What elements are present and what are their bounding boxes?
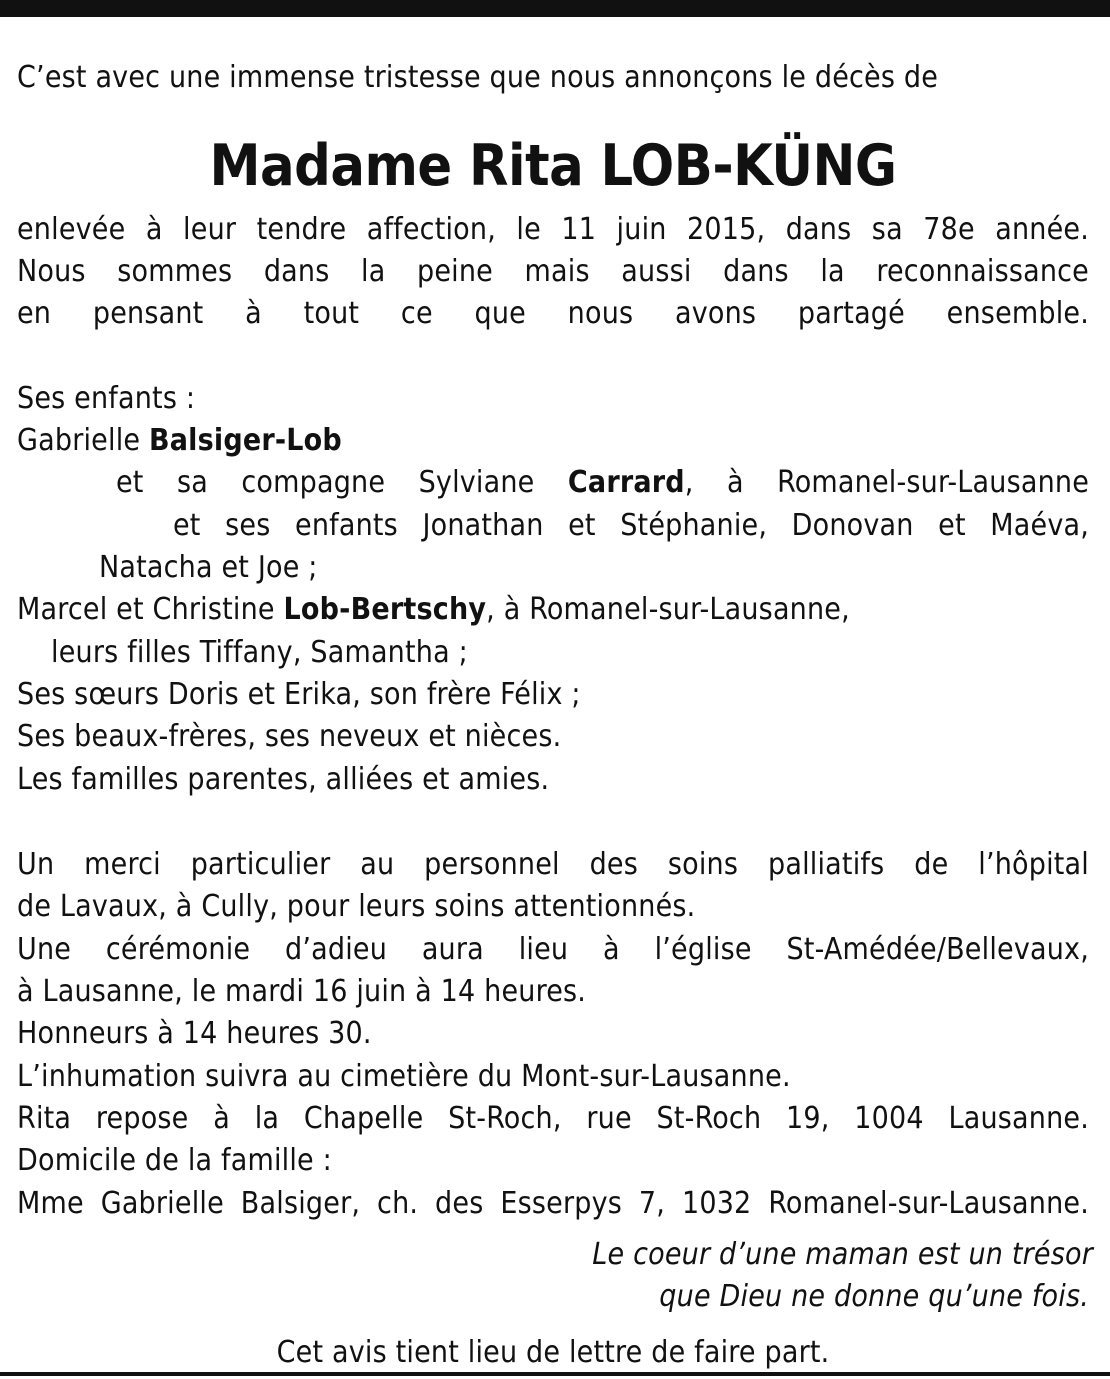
quote-line-1: Le coeur d’une maman est un trésor (592, 1237, 1093, 1272)
child-1-surname: Balsiger-Lob (148, 423, 342, 458)
deceased-name: Madame Rita LOB-KÜNG (209, 133, 897, 199)
closing-line-1: Un merci particulier au personnel des soins palliatifs de l’hôpital (17, 847, 1089, 882)
opening-line-1: enlevée à leur tendre affection, le 11 juin 2015, dans sa 78e année. (17, 212, 1089, 247)
partner-line (116, 462, 1089, 504)
opening-line-2: Nous sommes dans la peine mais aussi dans la reconnaissance (17, 254, 1089, 289)
top-rule (0, 0, 1110, 17)
partner-surname: Carrard (567, 465, 685, 500)
bottom-rule (0, 1372, 1110, 1376)
closing-line-6: L’inhumation suivra au cimetière du Mont-sur-Lausanne. (17, 1059, 791, 1094)
child-1-first-name: Gabrielle (17, 423, 149, 458)
closing-line-4: à Lausanne, le mardi 16 juin à 14 heures. (17, 974, 587, 1009)
grandchildren-line-2: Natacha et Joe ; (99, 550, 318, 585)
intro-text: C’est avec une immense tristesse que nous annonçons le décès de (17, 60, 939, 95)
footer-note: Cet avis tient lieu de lettre de faire part. (276, 1335, 830, 1370)
quote-line-2: que Dieu ne donne qu’une fois. (659, 1279, 1089, 1314)
grandchildren-line-1: et ses enfants Jonathan et Stéphanie, Donovan et Maéva, (173, 508, 1089, 543)
child-2-first-names: Marcel et Christine (17, 592, 284, 627)
child-2 (17, 589, 1089, 631)
child-2-location: , à Romanel-sur-Lausanne, (486, 592, 850, 627)
partner-pre: et sa compagne Sylviane (116, 465, 568, 500)
closing-line-2: de Lavaux, à Cully, pour leurs soins attentionnés. (17, 889, 696, 924)
partner-post: , à Romanel-sur-Lausanne (684, 465, 1089, 500)
family-heading: Ses enfants : (17, 381, 196, 416)
closing-line-7: Rita repose à la Chapelle St-Roch, rue St-Roch 19, 1004 Lausanne. (17, 1101, 1089, 1136)
closing-line-9: Mme Gabrielle Balsiger, ch. des Esserpys 7, 1032 Romanel-sur-Lausanne. (17, 1186, 1089, 1221)
relatives-line: Les familles parentes, alliées et amies. (17, 762, 550, 797)
opening-line-3: en pensant à tout ce que nous avons partagé ensemble. (17, 296, 1089, 331)
child-1 (17, 420, 1089, 462)
siblings-line: Ses sœurs Doris et Erika, son frère Félix ; (17, 677, 581, 712)
grandchildren-line-3: leurs filles Tiffany, Samantha ; (51, 635, 468, 670)
closing-line-8: Domicile de la famille : (17, 1143, 332, 1178)
child-2-surname: Lob-Bertschy (283, 592, 487, 627)
closing-line-5: Honneurs à 14 heures 30. (17, 1016, 372, 1051)
inlaws-line: Ses beaux-frères, ses neveux et nièces. (17, 719, 562, 754)
closing-line-3: Une cérémonie d’adieu aura lieu à l’église St-Amédée/Bellevaux, (17, 932, 1089, 967)
